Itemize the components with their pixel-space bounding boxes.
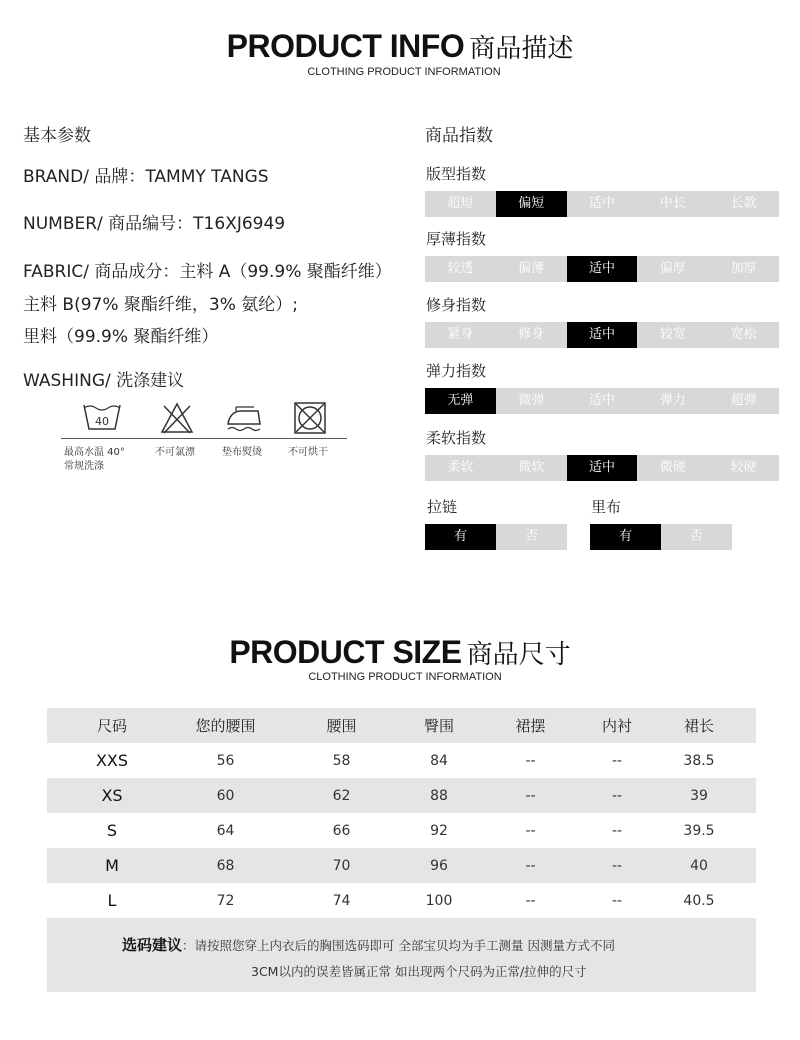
- size-value-cell: 58: [332, 752, 351, 769]
- size-value-cell: 40: [642, 848, 756, 883]
- no-bleach-icon: [160, 402, 194, 438]
- index-label: 弹力指数: [426, 362, 487, 380]
- index-option-selected: 偏短: [496, 191, 567, 217]
- index-scale: [425, 455, 779, 481]
- size-value-cell: --: [525, 822, 536, 839]
- size-value-cell: 92: [430, 822, 448, 839]
- index-option: 超弹: [730, 393, 757, 408]
- index-option: 加厚: [730, 261, 757, 276]
- index-option: 超短: [447, 196, 474, 211]
- iron-with-cloth-icon: [224, 404, 264, 438]
- wash-label-40: 最高水温 40° 常规洗涤: [64, 447, 125, 472]
- size-subtitle: CLOTHING PRODUCT INFORMATION: [308, 671, 502, 683]
- index-option: 柔软: [447, 460, 474, 475]
- index-option: 微硬: [659, 460, 686, 475]
- zipper-scale: [425, 524, 567, 550]
- index-option: 微软: [518, 460, 545, 475]
- index-label: 版型指数: [426, 165, 487, 183]
- lining-label: 里布: [591, 498, 622, 516]
- wash-icon-40: [82, 402, 122, 436]
- size-name-cell: XXS: [95, 751, 129, 770]
- size-value-cell: 62: [274, 778, 409, 813]
- size-col-header: 裙摆: [469, 708, 592, 743]
- index-option-selected: 适中: [567, 322, 638, 348]
- index-scale: [425, 322, 779, 348]
- index-option: 弹力: [659, 393, 686, 408]
- indices-heading: 商品指数: [425, 126, 493, 146]
- number-line: NUMBER/ 商品编号：T16XJ6949: [23, 214, 286, 234]
- size-value-cell: 84: [430, 752, 448, 769]
- index-label: 厚薄指数: [426, 230, 487, 248]
- size-row: [47, 883, 756, 918]
- size-row: [47, 743, 756, 778]
- wash-label-no-dry: 不可烘干: [288, 447, 328, 458]
- lining-option: 有: [590, 524, 661, 550]
- index-option: 宽松: [730, 327, 757, 342]
- info-title-en: PRODUCT INFO: [226, 28, 465, 64]
- index-option: 中长: [659, 196, 686, 211]
- size-value-cell: 96: [409, 848, 469, 883]
- wash-divider: [61, 438, 347, 439]
- size-note: [47, 918, 756, 992]
- index-option: 偏厚: [659, 261, 686, 276]
- size-name-cell: M: [47, 848, 177, 883]
- size-value-cell: 56: [216, 752, 235, 769]
- size-value-cell: 38.5: [683, 752, 715, 769]
- size-value-cell: 60: [177, 778, 274, 813]
- size-value-cell: 74: [332, 892, 351, 909]
- index-option: 紧身: [447, 327, 474, 342]
- zipper-option: 否: [524, 529, 538, 544]
- zipper-label: 拉链: [427, 498, 458, 516]
- size-value-cell: 88: [409, 778, 469, 813]
- size-value-cell: --: [611, 892, 623, 909]
- info-subtitle: CLOTHING PRODUCT INFORMATION: [307, 66, 501, 78]
- brand-line: BRAND/ 品牌：TAMMY TANGS: [23, 167, 269, 187]
- index-scale: [425, 388, 779, 414]
- index-option-selected: 适中: [567, 256, 638, 282]
- index-option-selected: 适中: [567, 455, 638, 481]
- note-line-1: [122, 934, 615, 955]
- size-table: [47, 708, 756, 918]
- size-name-cell: S: [106, 821, 118, 840]
- index-option-selected: 无弹: [425, 388, 496, 414]
- index-option: 修身: [518, 327, 545, 342]
- size-name-cell: L: [107, 891, 117, 910]
- index-option: 较硬: [730, 460, 757, 475]
- size-value-cell: 68: [177, 848, 274, 883]
- info-header: [0, 28, 800, 65]
- size-header: [0, 634, 800, 671]
- size-value-cell: --: [525, 752, 536, 769]
- note-line-2: 3CM以内的误差皆属正常 如出现两个尺码为正常/拉伸的尺寸: [251, 964, 587, 979]
- index-label: 修身指数: [426, 296, 487, 314]
- index-option: 适中: [588, 393, 615, 408]
- size-value-cell: 39: [642, 778, 756, 813]
- size-value-cell: 66: [332, 822, 351, 839]
- note-text-1: ：请按照您穿上内衣后的胸围选码即可 全部宝贝均为手工测量 因测量方式不同: [182, 938, 615, 953]
- index-option: 较透: [447, 261, 474, 276]
- lining-option: 否: [689, 529, 703, 544]
- size-value-cell: --: [592, 778, 642, 813]
- size-col-header: 您的腰围: [177, 708, 274, 743]
- index-option: 适中: [588, 196, 615, 211]
- size-value-cell: 72: [216, 892, 235, 909]
- index-option: 较宽: [659, 327, 686, 342]
- note-bold: 选码建议: [122, 936, 183, 954]
- size-col-header: 臀围: [409, 708, 469, 743]
- index-label: 柔软指数: [426, 429, 487, 447]
- size-row: [47, 778, 756, 813]
- washing-line: WASHING/ 洗涤建议: [23, 371, 185, 391]
- wash-temp-text: 40: [95, 415, 109, 428]
- index-scale: [425, 256, 779, 282]
- size-table-header: [47, 708, 756, 743]
- wash-label-iron: 垫布熨烫: [222, 447, 262, 458]
- size-value-cell: --: [469, 778, 592, 813]
- size-value-cell: --: [592, 848, 642, 883]
- size-value-cell: 64: [216, 822, 235, 839]
- wash-label-no-bleach: 不可氯漂: [155, 447, 195, 458]
- fabric-line-2: 主料 B(97% 聚酯纤维，3% 氨纶）;: [23, 295, 298, 315]
- size-value-cell: 100: [425, 892, 453, 909]
- size-value-cell: 70: [274, 848, 409, 883]
- size-value-cell: --: [611, 822, 623, 839]
- index-option: 偏薄: [518, 261, 545, 276]
- size-col-header: 内衬: [592, 708, 642, 743]
- zipper-option: 有: [425, 524, 496, 550]
- size-value-cell: --: [525, 892, 536, 909]
- size-row: [47, 813, 756, 848]
- size-col-header: 裙长: [642, 708, 756, 743]
- fabric-line-3: 里料（99.9% 聚酯纤维）: [23, 327, 219, 347]
- lining-scale: [590, 524, 732, 550]
- basic-heading: 基本参数: [23, 126, 91, 146]
- size-value-cell: --: [611, 752, 623, 769]
- fabric-line-1: FABRIC/ 商品成分：主料 A（99.9% 聚酯纤维）: [23, 262, 392, 282]
- size-col-header: 腰围: [274, 708, 409, 743]
- size-value-cell: 39.5: [683, 822, 715, 839]
- size-title-en: PRODUCT SIZE: [229, 634, 462, 670]
- size-row: [47, 848, 756, 883]
- size-name-cell: XS: [47, 778, 177, 813]
- size-value-cell: --: [469, 848, 592, 883]
- size-value-cell: 40.5: [683, 892, 715, 909]
- size-title-cn: 商品尺寸: [466, 640, 571, 670]
- index-option: 长款: [730, 196, 757, 211]
- no-tumble-dry-icon: [294, 402, 326, 438]
- info-title-cn: 商品描述: [469, 34, 574, 64]
- index-option: 微弹: [518, 393, 545, 408]
- index-scale: [425, 191, 779, 217]
- size-col-header: 尺码: [47, 708, 177, 743]
